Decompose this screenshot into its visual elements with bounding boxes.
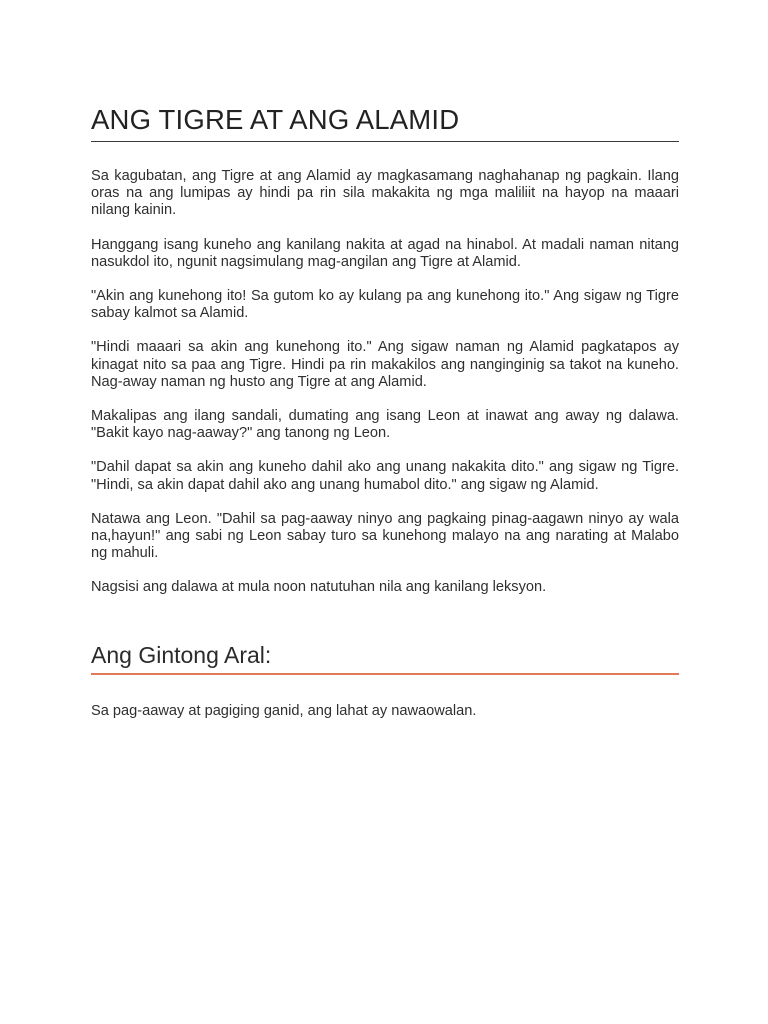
story-body bbox=[91, 168, 679, 614]
moral-divider bbox=[91, 673, 679, 675]
story-paragraph: Hanggang isang kuneho ang kanilang nakita at agad na hinabol. At madali naman nitang nasukdol ito, ngunit nagsimulang mag-angilan ang Tigre at Alamid. bbox=[91, 236, 679, 270]
story-paragraph: "Hindi maaari sa akin ang kunehong ito." Ang sigaw naman ng Alamid pagkatapos ay kinagat nito sa paa ang Tigre. Hindi pa rin makakilos ang nanginginig sa takot na kuneho. Nag-away naman ng husto ang Tigre at ang Alamid. bbox=[91, 339, 679, 390]
story-paragraph: "Akin ang kunehong ito! Sa gutom ko ay kulang pa ang kunehong ito." Ang sigaw ng Tigre sabay kalmot sa Alamid. bbox=[91, 288, 679, 322]
story-paragraph: Natawa ang Leon. "Dahil sa pag-aaway ninyo ang pagkaing pinag-aagawn ninyo ay wala na,hayun!" ang sabi ng Leon sabay turo sa kunehong malayo na ang narating at Malabo ng mahuli. bbox=[91, 510, 679, 562]
story-paragraph: Makalipas ang ilang sandali, dumating ang isang Leon at inawat ang away ng dalawa. "Bakit kayo nag-aaway?" ang tanong ng Leon. bbox=[91, 408, 679, 442]
story-paragraph: Nagsisi ang dalawa at mula noon natutuhan nila ang kanilang leksyon. bbox=[91, 579, 547, 596]
moral-text: Sa pag-aaway at pagiging ganid, ang lahat ay nawaowalan. bbox=[91, 703, 477, 719]
story-paragraph: "Dahil dapat sa akin ang kuneho dahil ako ang unang nakakita dito." ang sigaw ng Tigre. "Hindi, sa akin dapat dahil ako ang unang humabol dito." ang sigaw ng Alamid. bbox=[91, 459, 679, 493]
story-paragraph: Sa kagubatan, ang Tigre at ang Alamid ay magkasamang naghahanap ng pagkain. Ilang oras na ang lumipas ay hindi pa rin sila makakita ng mga maliliit na hayop na maaari nilang kainin. bbox=[91, 168, 679, 219]
moral-heading: Ang Gintong Aral: bbox=[91, 642, 272, 668]
title-divider bbox=[91, 141, 679, 142]
document-title: ANG TIGRE AT ANG ALAMID bbox=[91, 104, 460, 135]
